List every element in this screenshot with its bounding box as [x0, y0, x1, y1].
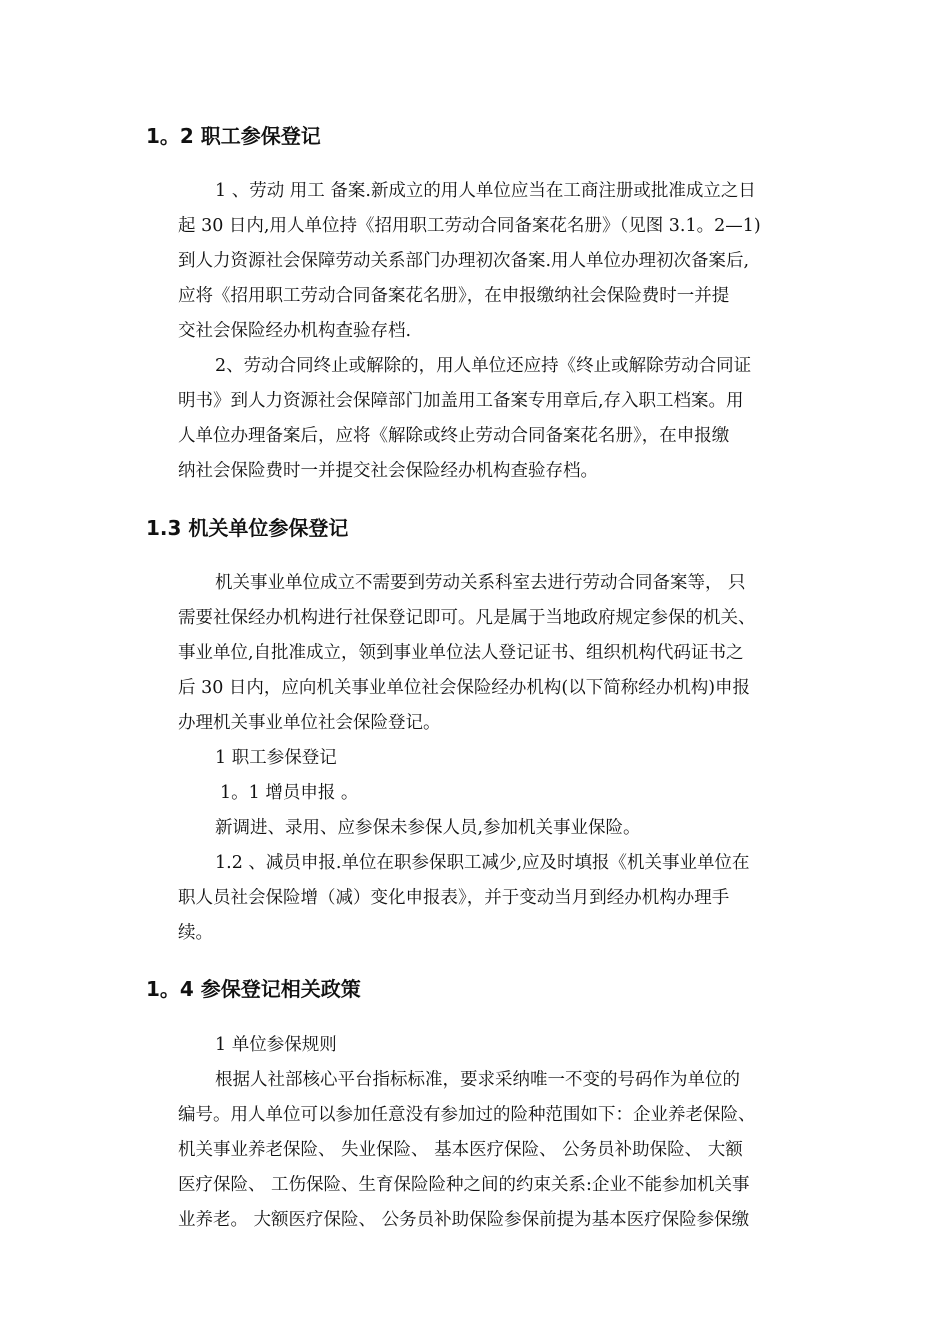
section-heading: 1。2 职工参保登记 [146, 124, 321, 148]
section-heading: 1。4 参保登记相关政策 [146, 977, 361, 1001]
paragraph-line: 职人员社会保险增（减）变化申报表》，并于变动当月到经办机构办理手 [178, 888, 730, 908]
paragraph-line: 机关事业单位成立不需要到劳动关系科室去进行劳动合同备案等， 只 [215, 573, 746, 593]
paragraph-line: 应将《招用职工劳动合同备案花名册》，在申报缴纳社会保险费时一并提 [178, 286, 730, 306]
paragraph-line: 根据人社部核心平台指标标准，要求采纳唯一不变的号码作为单位的 [215, 1070, 740, 1090]
paragraph-line: 需要社保经办机构进行社保登记即可。凡是属于当地政府规定参保的机关、 [178, 608, 756, 628]
list-item: 1。1 增员申报 。 [220, 783, 359, 803]
paragraph-line: 2、劳动合同终止或解除的，用人单位还应持《终止或解除劳动合同证 [215, 356, 752, 376]
paragraph-line: 人单位办理备案后，应将《解除或终止劳动合同备案花名册》，在申报缴 [178, 426, 730, 446]
paragraph-line: 新调进、录用、应参保未参保人员,参加机关事业保险。 [215, 818, 641, 838]
paragraph-line: 到人力资源社会保障劳动关系部门办理初次备案.用人单位办理初次备案后, [178, 251, 750, 271]
paragraph-line: 1.2 、减员申报.单位在职参保职工减少,应及时填报《机关事业单位在 [215, 853, 750, 873]
section-heading: 1.3 机关单位参保登记 [146, 516, 349, 540]
paragraph-line: 明书》到人力资源社会保障部门加盖用工备案专用章后,存入职工档案。用 [178, 391, 744, 411]
paragraph-line: 事业单位,自批准成立，领到事业单位法人登记证书、组织机构代码证书之 [178, 643, 744, 663]
list-item: 1 单位参保规则 [215, 1035, 337, 1055]
paragraph-line: 编号。用人单位可以参加任意没有参加过的险种范围如下：企业养老保险、 [178, 1105, 756, 1125]
paragraph-line: 续。 [178, 923, 213, 943]
paragraph-line: 交社会保险经办机构查验存档. [178, 321, 412, 341]
paragraph-line: 办理机关事业单位社会保险登记。 [178, 713, 441, 733]
paragraph-line: 1 、劳动 用工 备案.新成立的用人单位应当在工商注册或批准成立之日 [215, 181, 756, 201]
paragraph-line: 纳社会保险费时一并提交社会保险经办机构查验存档。 [178, 461, 598, 481]
paragraph-line: 医疗保险、 工伤保险、生育保险险种之间的约束关系:企业不能参加机关事 [178, 1175, 750, 1195]
list-item: 1 职工参保登记 [215, 748, 337, 768]
paragraph-line: 起 30 日内,用人单位持《招用职工劳动合同备案花名册》（见图 3.1。2—1) [178, 216, 761, 236]
paragraph-line: 后 30 日内，应向机关事业单位社会保险经办机构(以下简称经办机构)申报 [178, 678, 751, 698]
paragraph-line: 业养老。 大额医疗保险、 公务员补助保险参保前提为基本医疗保险参保缴 [178, 1210, 750, 1230]
paragraph-line: 机关事业养老保险、 失业保险、 基本医疗保险、 公务员补助保险、 大额 [178, 1140, 743, 1160]
